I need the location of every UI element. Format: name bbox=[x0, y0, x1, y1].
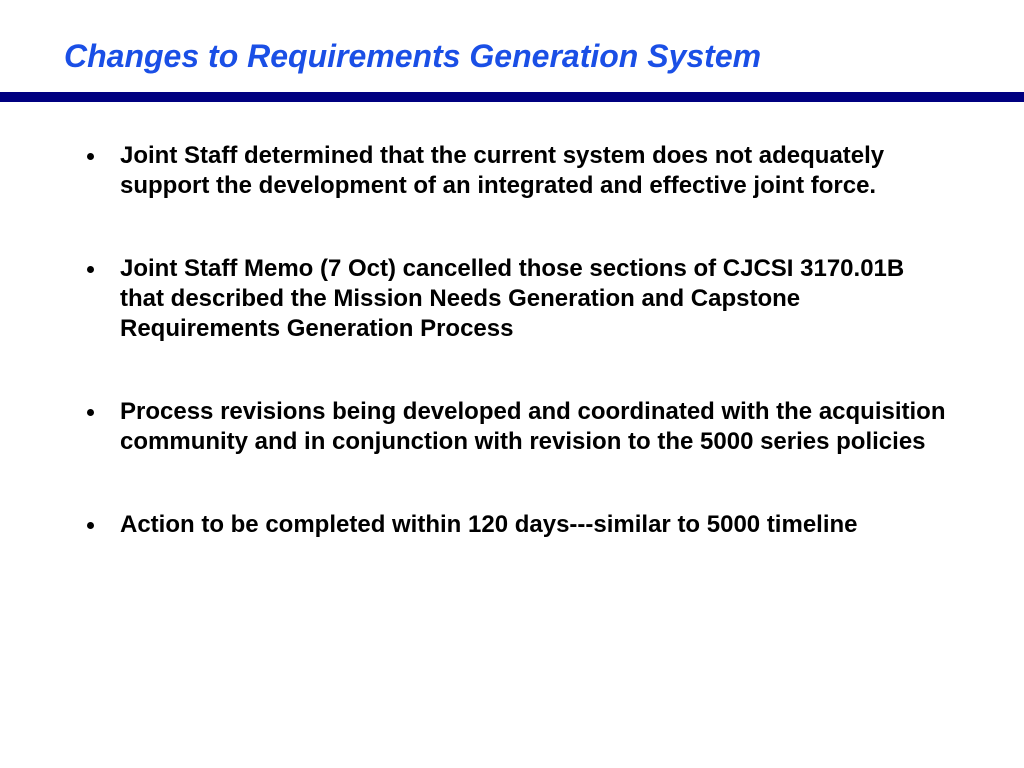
bullet-dot-icon bbox=[87, 266, 94, 273]
bullet-text: Joint Staff determined that the current system does not adequately support the development of an integrated and effective joint force. bbox=[120, 142, 885, 199]
bullet-dot-icon bbox=[87, 522, 94, 529]
title-divider bbox=[0, 92, 1024, 102]
bullet-dot-icon bbox=[87, 153, 94, 160]
bullet-item bbox=[0, 254, 1024, 344]
bullet-text: Process revisions being developed and coordinated with the acquisition community and in conjunction with revision to the 5000 series policies bbox=[120, 398, 946, 455]
bullet-text: Action to be completed within 120 days---similar to 5000 timeline bbox=[120, 511, 858, 538]
slide-title: Changes to Requirements Generation System bbox=[64, 38, 762, 74]
bullet-item bbox=[0, 397, 1024, 457]
bullet-list bbox=[0, 141, 1024, 593]
bullet-text: Joint Staff Memo (7 Oct) cancelled those sections of CJCSI 3170.01B that described the Mission Needs Generation and Capstone Requirements Generation Process bbox=[120, 255, 905, 342]
bullet-item bbox=[0, 510, 1024, 540]
bullet-dot-icon bbox=[87, 409, 94, 416]
bullet-item bbox=[0, 141, 1024, 201]
